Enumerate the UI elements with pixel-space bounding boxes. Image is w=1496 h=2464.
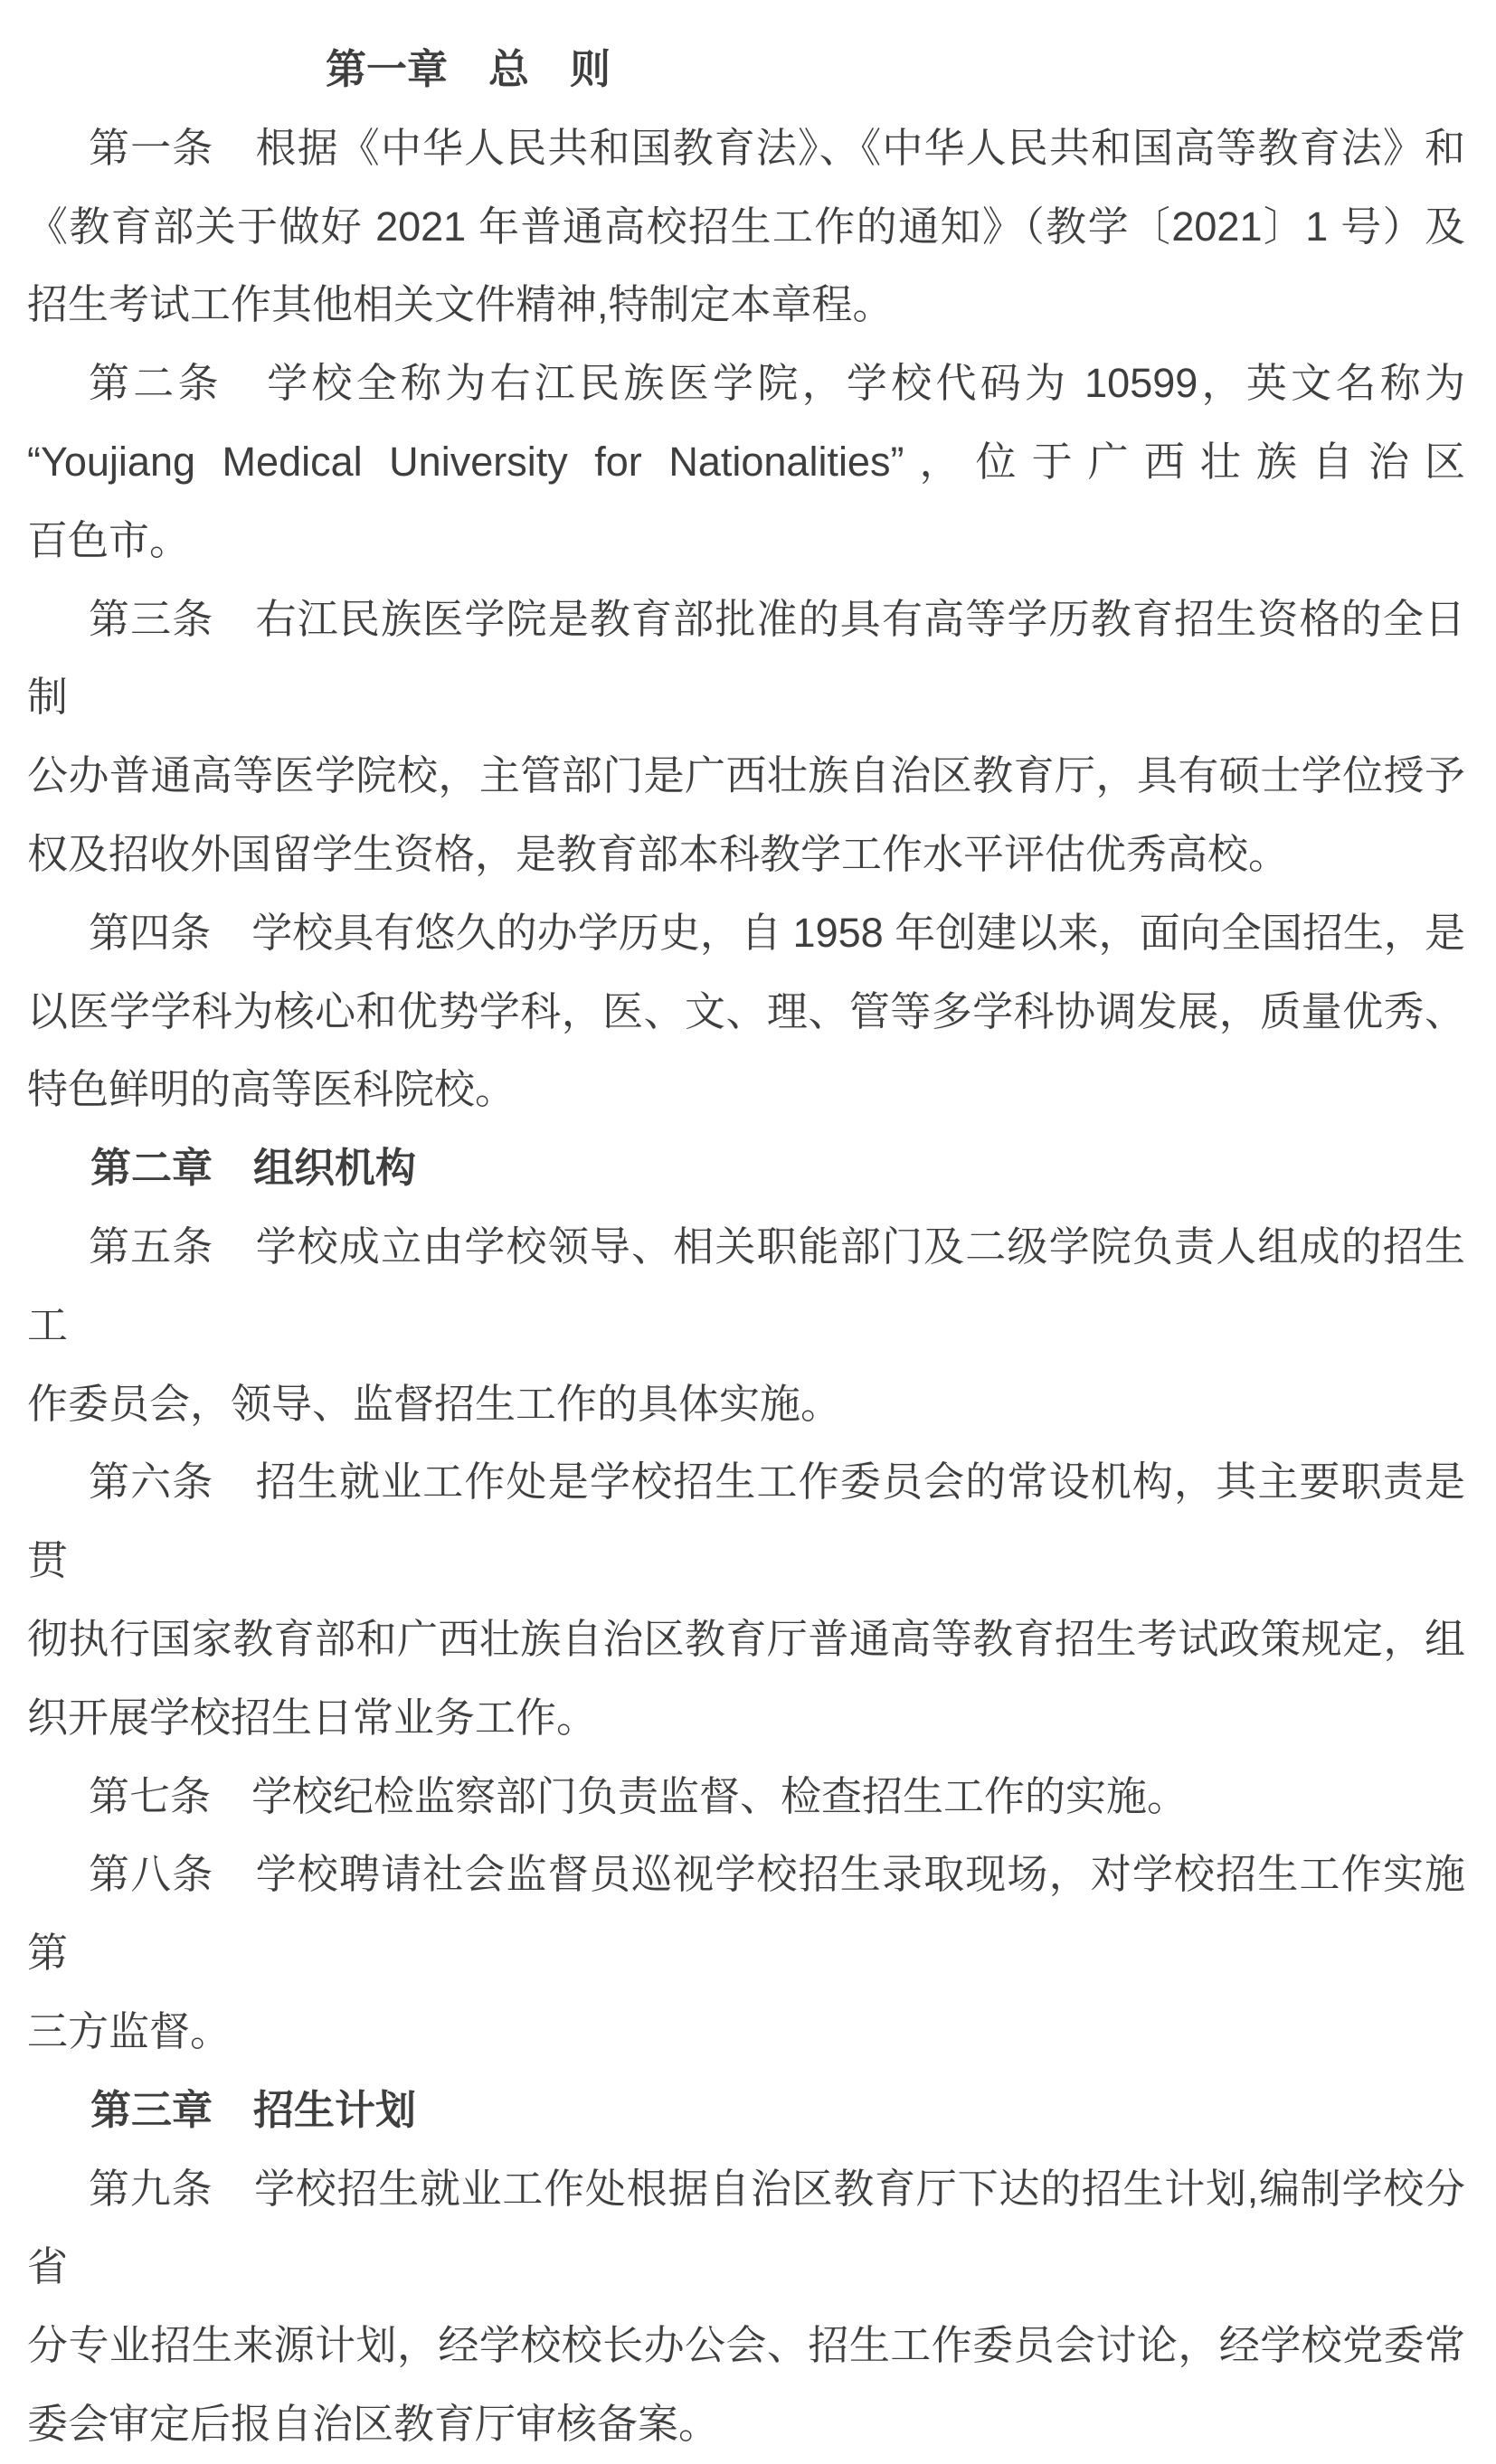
article-8-line-2: 三方监督。 bbox=[27, 2007, 232, 2054]
article-3-line-2: 公办普通高等医学院校，主管部门是广西壮族自治区教育厅，具有硕士学位授予 bbox=[27, 752, 1465, 799]
article-5-line-2: 作委员会，领导、监督招生工作的具体实施。 bbox=[27, 1380, 842, 1427]
article-7-line-1: 第七条 学校纪检监察部门负责监督、检查招生工作的实施。 bbox=[89, 1772, 1188, 1819]
article-9-line-3: 委会审定后报自治区教育厅审核备案。 bbox=[27, 2400, 720, 2447]
article-9-line-1: 第九条 学校招生就业工作处根据自治区教育厅下达的招生计划,编制学校分省 bbox=[27, 2165, 1465, 2290]
article-2-line-3: 百色市。 bbox=[27, 516, 191, 563]
article-4-line-3: 特色鲜明的高等医科院校。 bbox=[27, 1066, 516, 1113]
chapter-3-heading: 第三章 招生计划 bbox=[90, 2086, 417, 2133]
article-6-line-1: 第六条 招生就业工作处是学校招生工作委员会的常设机构，其主要职责是贯 bbox=[27, 1459, 1465, 1584]
article-8-line-1: 第八条 学校聘请社会监督员巡视学校招生录取现场，对学校招生工作实施第 bbox=[27, 1851, 1465, 1977]
article-2-line-2: “Youjiang Medical University for Nationalities”，位于广西壮族自治区 bbox=[27, 438, 1465, 485]
article-6-line-3: 织开展学校招生日常业务工作。 bbox=[27, 1694, 598, 1741]
article-1-line-3: 招生考试工作其他相关文件精神,特制定本章程。 bbox=[27, 281, 894, 328]
chapter-1-heading: 第一章 总 则 bbox=[326, 46, 611, 92]
chapter-2-heading: 第二章 组织机构 bbox=[90, 1145, 417, 1192]
article-2-line-1: 第二条 学校全称为右江民族医学院，学校代码为 10599，英文名称为 bbox=[89, 360, 1465, 407]
article-4-line-1: 第四条 学校具有悠久的办学历史，自 1958 年创建以来，面向全国招生，是 bbox=[89, 909, 1465, 956]
article-3-line-3: 权及招收外国留学生资格，是教育部本科教学工作水平评估优秀高校。 bbox=[27, 830, 1290, 877]
article-6-line-2: 彻执行国家教育部和广西壮族自治区教育厅普通高等教育招生考试政策规定，组 bbox=[27, 1615, 1465, 1662]
article-4-line-2: 以医学学科为核心和优势学科，医、文、理、管等多学科协调发展，质量优秀、 bbox=[27, 987, 1465, 1034]
article-1-line-2: 《教育部关于做好 2021 年普通高校招生工作的通知》（教学〔2021〕1 号）及 bbox=[27, 203, 1465, 250]
article-1-line-1: 第一条 根据《中华人民共和国教育法》、《中华人民共和国高等教育法》和 bbox=[89, 124, 1465, 171]
article-5-line-1: 第五条 学校成立由学校领导、相关职能部门及二级学院负责人组成的招生工 bbox=[27, 1223, 1465, 1348]
article-9-line-2: 分专业招生来源计划，经学校校长办公会、招生工作委员会讨论，经学校党委常 bbox=[27, 2322, 1465, 2369]
article-3-line-1: 第三条 右江民族医学院是教育部批准的具有高等学历教育招生资格的全日制 bbox=[27, 595, 1465, 721]
